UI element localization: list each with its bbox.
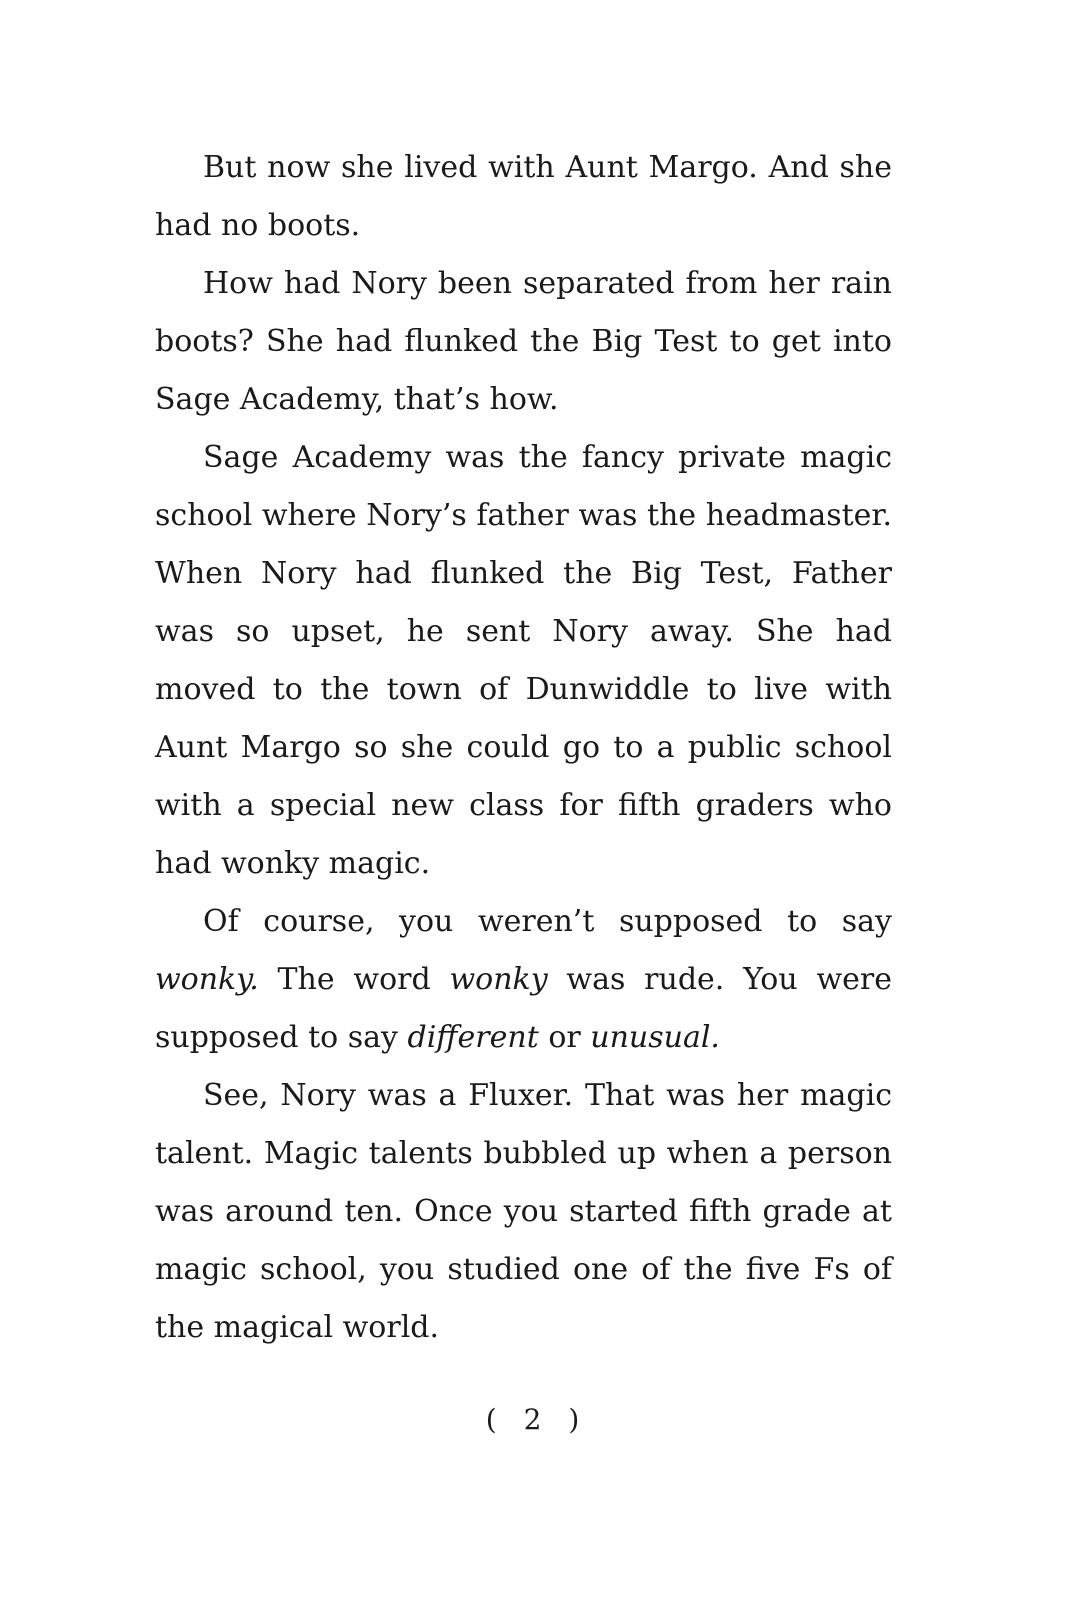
body-text (155, 139, 892, 1357)
page-number (0, 1402, 1067, 1438)
text-run: was rude. You were supposed to say (155, 962, 892, 1055)
text-run: But now she lived with Aunt Margo. And she had no boots. (155, 150, 892, 243)
text-run: See, Nory was a Fluxer. That was her magic talent. Magic talents bubbled up when a person was around ten. Once you started fifth grade at magic school, you studied one of the five Fs of the magical world. (155, 1078, 892, 1345)
paragraph (155, 893, 892, 1067)
page-number-value: 2 (523, 1403, 544, 1436)
text-run: Sage Academy was the fancy private magic school where Nory’s father was the headmaster. When Nory had flunked the Big Test, Father was so upset, he sent Nory away. She had moved to the town of Dunwiddle to live with Aunt Margo so she could go to a public school with a special new class for fifth graders who had wonky magic. (155, 440, 892, 881)
italic-text: different (407, 1020, 539, 1055)
paragraph (155, 255, 892, 429)
italic-text: wonky (449, 962, 548, 997)
page-number-close-paren: ) (568, 1403, 582, 1436)
italic-text: unusual. (590, 1020, 720, 1055)
paragraph (155, 1067, 892, 1357)
text-run: or (538, 1020, 591, 1055)
text-run: How had Nory been separated from her rain boots? She had flunked the Big Test to get into Sage Academy, that’s how. (155, 266, 892, 417)
italic-text: wonky. (155, 962, 259, 997)
text-run: Of course, you weren’t supposed to say (203, 904, 892, 939)
paragraph (155, 139, 892, 255)
text-run: The word (258, 962, 450, 997)
page-number-open-paren: ( (485, 1403, 499, 1436)
paragraph (155, 429, 892, 893)
